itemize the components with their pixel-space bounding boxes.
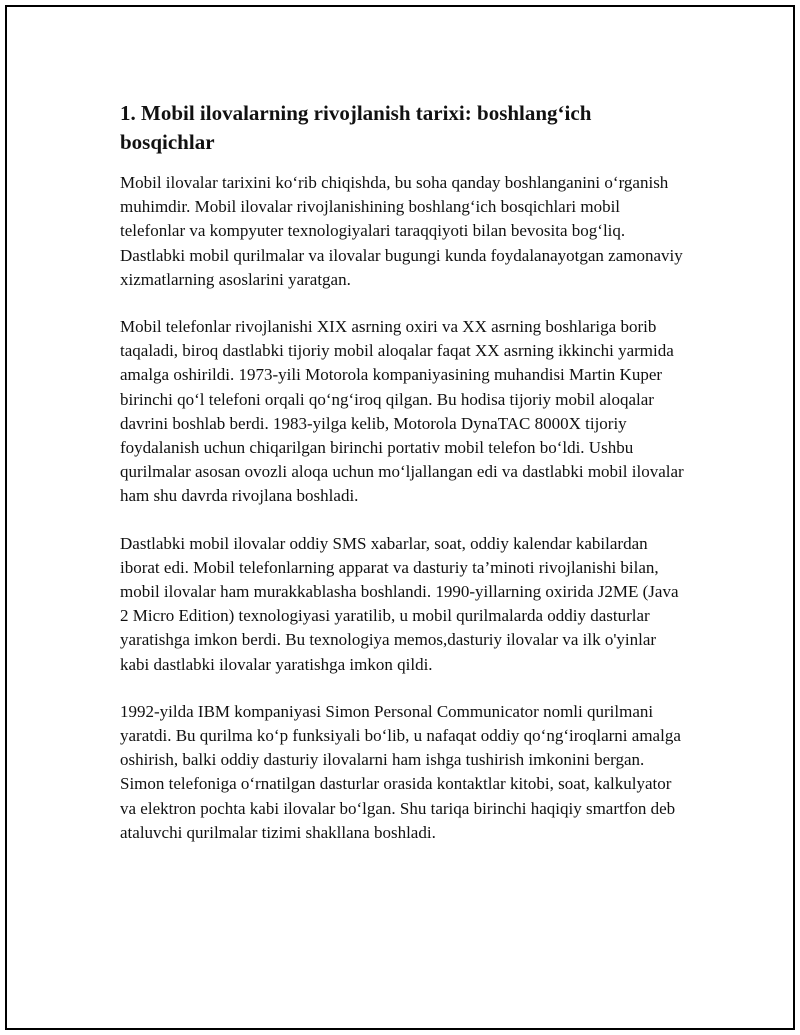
section-heading: 1. Mobil ilovalarning rivojlanish tarixi: boshlang‘ich bosqichlar bbox=[120, 101, 592, 154]
paragraph-3: Dastlabki mobil ilovalar oddiy SMS xabarlar, soat, oddiy kalendar kabilardan iborat edi. Mobil telefonlarning apparat va dasturiy ta’minoti rivojlanishi bilan, mobil ilovalar ham murakkablasha boshlandi. 1990-yillarning oxirida J2ME (Java 2 Micro Edition) texnologiyasi yaratilib, u mobil qurilmalarda oddiy dasturlar yaratishga imkon berdi. Bu texnologiya memos,dasturiy ilovalar va ilk o'yinlar kabi dastlabki ilovalar yaratishga imkon qildi. bbox=[120, 533, 679, 674]
page-frame bbox=[5, 5, 795, 1030]
paragraph-1: Mobil ilovalar tarixini ko‘rib chiqishda, bu soha qanday boshlanganini o‘rganish muhimdir. Mobil ilovalar rivojlanishining boshlang‘ich bosqichlari mobil telefonlar va kompyuter texnologiyalari taraqqiyoti bilan bevosita bog‘liq. Dastlabki mobil qurilmalar va ilovalar bugungi kunda foydalanayotgan zamonaviy xizmatlarning asoslarini yaratgan. bbox=[120, 173, 683, 289]
document-body bbox=[120, 99, 685, 868]
paragraph-4: 1992-yilda IBM kompaniyasi Simon Personal Communicator nomli qurilmani yaratdi. Bu qurilma ko‘p funksiyali bo‘lib, u nafaqat oddiy qo‘ng‘iroqlarni amalga oshirish, balki oddiy dasturiy ilovalarni ham ishga tushirish imkonini bergan. Simon telefoniga o‘rnatilgan dasturlar orasida kontaktlar kitobi, soat, kalkulyator va elektron pochta kabi ilovalar bo‘lgan. Shu tariqa birinchi haqiqiy smartfon deb ataluvchi qurilmalar tizimi shakllana boshladi. bbox=[120, 701, 681, 842]
paragraph-2: Mobil telefonlar rivojlanishi XIX asrning oxiri va XX asrning boshlariga borib taqaladi, biroq dastlabki tijoriy mobil aloqalar faqat XX asrning ikkinchi yarmida amalga oshirildi. 1973-yili Motorola kompaniyasining muhandisi Martin Kuper birinchi qo‘l telefoni orqali qo‘ng‘iroq qilgan. Bu hodisa tijoriy mobil aloqalar davrini boshlab berdi. 1983-yilga kelib, Motorola DynaTAC 8000X tijoriy foydalanish uchun chiqarilgan birinchi portativ mobil telefon bo‘ldi. Ushbu qurilmalar asosan ovozli aloqa uchun mo‘ljallangan edi va dastlabki mobil ilovalar ham shu davrda rivojlana boshladi. bbox=[120, 317, 684, 506]
